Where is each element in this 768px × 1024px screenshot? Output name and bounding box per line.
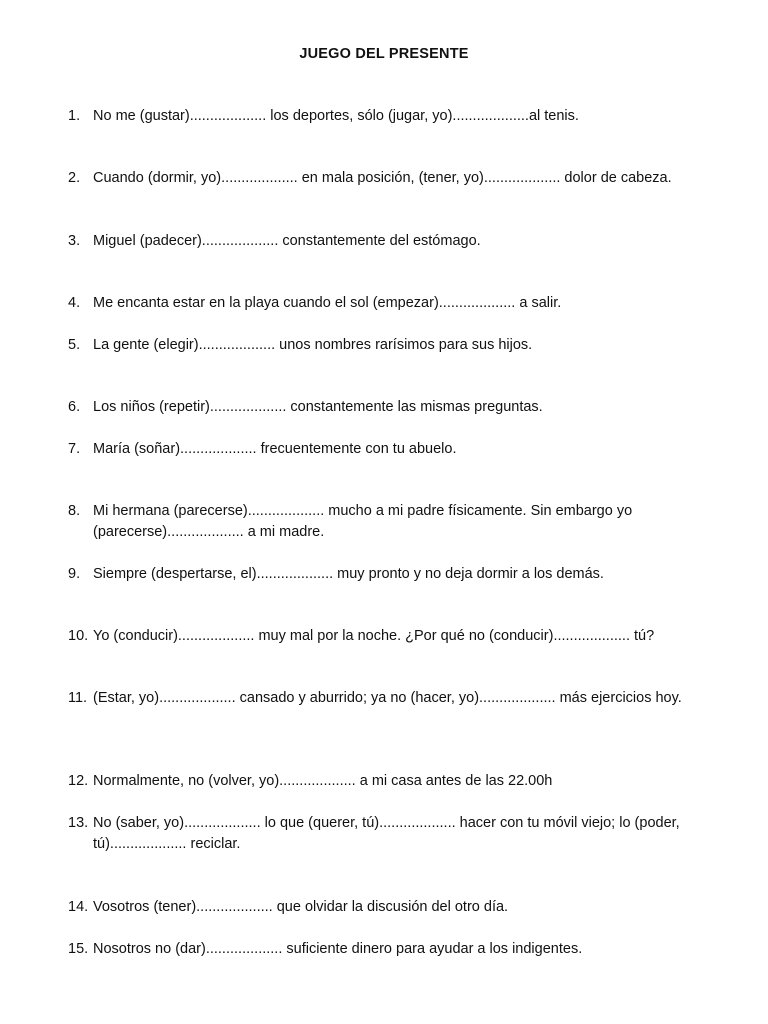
exercise-number: 8. [68,503,81,519]
page-title: JUEGO DEL PRESENTE [299,46,469,62]
exercise-item-6 [68,397,718,418]
exercise-text: Cuando (dormir, yo)................... en mala posición, (tener, yo)................... dolor de cabeza. [93,170,672,186]
exercise-item-10 [68,626,718,647]
exercise-number: 14. [68,899,89,915]
exercise-text: (Estar, yo)................... cansado y aburrido; ya no (hacer, yo)................... más ejercicios hoy. [93,690,682,706]
exercise-text: Vosotros (tener)................... que olvidar la discusión del otro día. [93,899,509,915]
exercise-text: María (soñar)................... frecuentemente con tu abuelo. [93,441,457,457]
exercise-item-2 [68,168,718,189]
exercise-item-3 [68,231,718,252]
exercise-text: Nosotros no (dar)................... suficiente dinero para ayudar a los indigentes. [93,941,583,957]
exercise-item-11 [68,688,718,709]
exercise-text: Mi hermana (parecerse)................... mucho a mi padre físicamente. Sin embargo yo (parecerse)................... a mi madre. [93,503,633,540]
exercise-item-1 [68,106,718,127]
exercise-item-9 [68,564,718,585]
exercise-item-5 [68,335,718,356]
exercise-text: Miguel (padecer)................... constantemente del estómago. [93,233,481,249]
exercise-item-4 [68,293,718,314]
exercise-number: 12. [68,773,89,789]
exercise-text: Yo (conducir)................... muy mal por la noche. ¿Por qué no (conducir)................... tú? [93,628,655,644]
exercise-item-7 [68,439,718,460]
exercise-number: 15. [68,941,89,957]
exercise-number: 3. [68,233,81,249]
exercise-number: 2. [68,170,81,186]
exercise-number: 4. [68,295,81,311]
exercise-number: 13. [68,815,89,831]
exercise-item-13 [68,813,718,855]
exercise-number: 1. [68,108,81,124]
exercise-text: Normalmente, no (volver, yo)................... a mi casa antes de las 22.00h [93,773,553,789]
exercise-number: 7. [68,441,81,457]
exercise-text: Siempre (despertarse, el)................... muy pronto y no deja dormir a los demás. [93,566,604,582]
exercise-number: 6. [68,399,81,415]
exercise-number: 10. [68,628,89,644]
exercise-text: No (saber, yo)................... lo que (querer, tú)................... hacer con tu móvil viejo; lo (poder, tú)................... reciclar. [93,815,680,852]
exercise-item-12 [68,771,718,792]
exercise-item-8 [68,501,718,543]
exercise-text: No me (gustar)................... los deportes, sólo (jugar, yo)...................al tenis. [93,108,579,124]
exercise-item-14 [68,897,718,918]
exercise-number: 5. [68,337,81,353]
exercise-text: La gente (elegir)................... unos nombres rarísimos para sus hijos. [93,337,533,353]
exercise-text: Los niños (repetir)................... constantemente las mismas preguntas. [93,399,543,415]
exercise-item-15 [68,939,718,960]
exercise-number: 9. [68,566,81,582]
exercise-text: Me encanta estar en la playa cuando el sol (empezar)................... a salir. [93,295,562,311]
exercise-number: 11. [68,690,88,706]
